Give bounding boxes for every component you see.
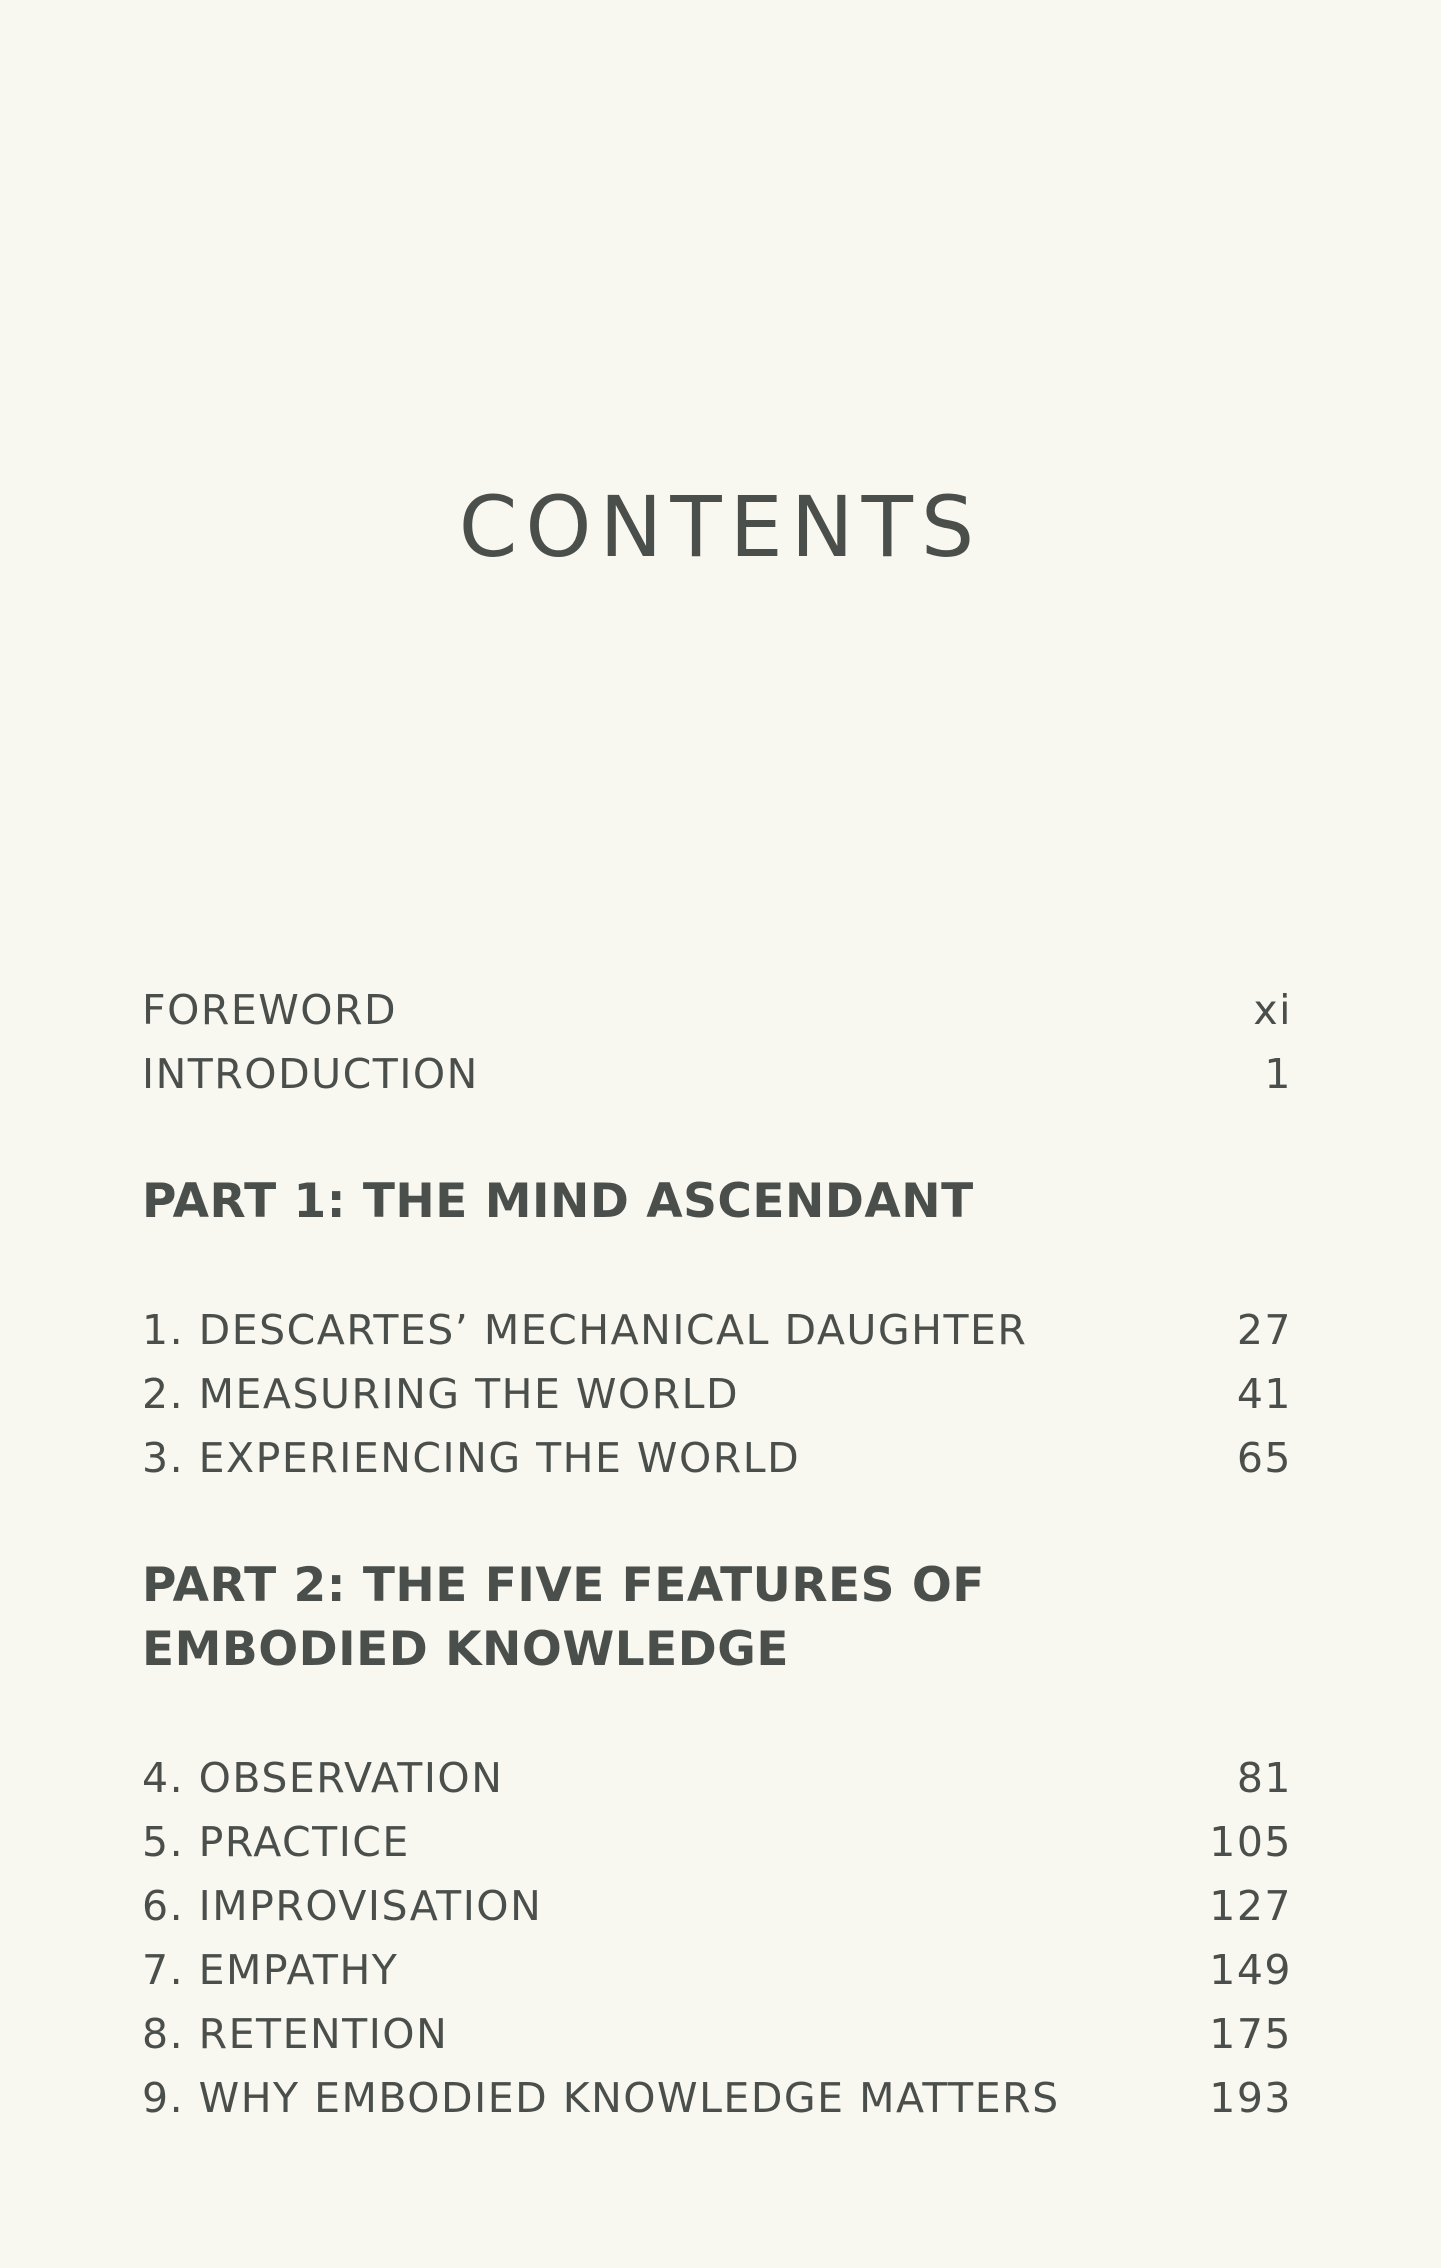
toc-entry-chapter-2 (142, 1362, 1292, 1426)
toc-entry-page: 27 (1236, 1306, 1292, 1354)
part-1-heading: PART 1: THE MIND ASCENDANT (142, 1174, 974, 1229)
toc-entry-page: 149 (1209, 1946, 1292, 1994)
toc-entry-page: 81 (1236, 1754, 1292, 1802)
contents-heading: CONTENTS (458, 478, 983, 576)
toc-entry-label: 4. OBSERVATION (142, 1754, 504, 1802)
toc-entry-chapter-7 (142, 1938, 1292, 2002)
toc-entry-page: 193 (1209, 2074, 1292, 2122)
toc-entry-label: 8. RETENTION (142, 2010, 449, 2058)
toc-entry-label: 9. WHY EMBODIED KNOWLEDGE MATTERS (142, 2074, 1060, 2122)
toc-entry-chapter-1 (142, 1298, 1292, 1362)
toc-entry-chapter-8 (142, 2002, 1292, 2066)
toc-entry-chapter-9 (142, 2066, 1292, 2130)
toc-entry-page: 65 (1236, 1434, 1292, 1482)
part-2-heading-line-1: PART 2: THE FIVE FEATURES OF (142, 1558, 985, 1613)
toc-entry-label: 7. EMPATHY (142, 1946, 399, 1994)
toc-entry-label: 6. IMPROVISATION (142, 1882, 543, 1930)
toc-entry-chapter-3 (142, 1426, 1292, 1490)
toc-entry-chapter-4 (142, 1746, 1292, 1810)
toc-entry-chapter-5 (142, 1810, 1292, 1874)
toc-entry-page: xi (1253, 986, 1292, 1034)
toc-entry-foreword (142, 978, 1292, 1042)
toc-entry-label: 2. MEASURING THE WORLD (142, 1370, 740, 1418)
toc-entry-label: 5. PRACTICE (142, 1818, 410, 1866)
toc-entry-page: 1 (1264, 1050, 1292, 1098)
toc-entry-introduction (142, 1042, 1292, 1106)
toc-entry-page: 105 (1209, 1818, 1292, 1866)
part-2-heading-line-2: EMBODIED KNOWLEDGE (142, 1622, 789, 1677)
toc-entry-page: 41 (1236, 1370, 1292, 1418)
toc-entry-label: 1. DESCARTES’ MECHANICAL DAUGHTER (142, 1306, 1028, 1354)
toc-entry-label: FOREWORD (142, 986, 398, 1034)
toc-entry-label: INTRODUCTION (142, 1050, 479, 1098)
toc-entry-chapter-6 (142, 1874, 1292, 1938)
toc-entry-label: 3. EXPERIENCING THE WORLD (142, 1434, 801, 1482)
toc-entry-page: 175 (1209, 2010, 1292, 2058)
toc-entry-page: 127 (1209, 1882, 1292, 1930)
